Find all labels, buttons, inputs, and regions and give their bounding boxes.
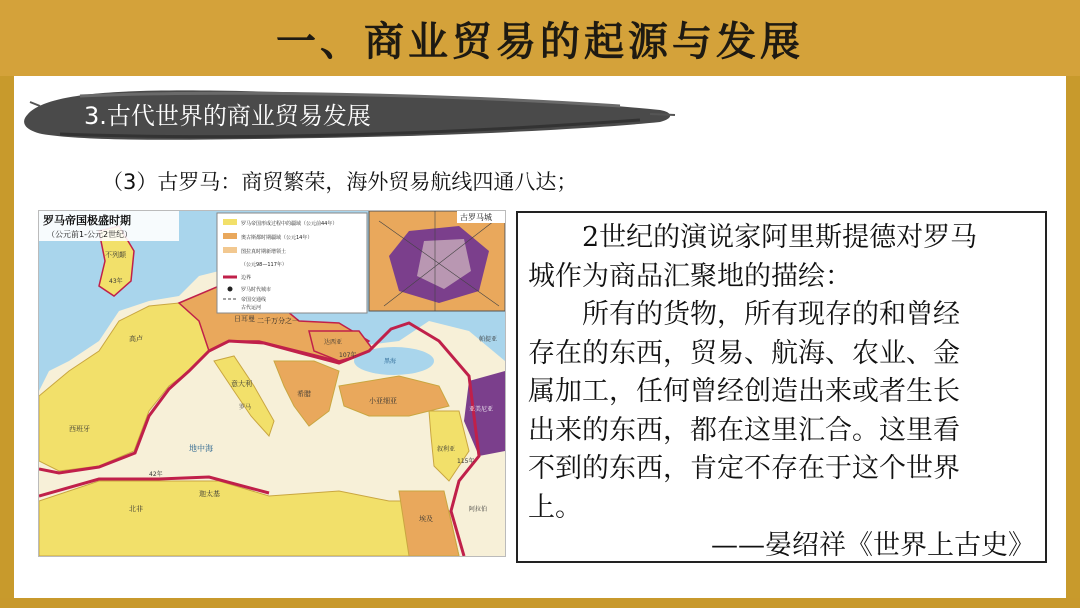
legend-item-4: （公元98—117年） [241,262,287,268]
map-label: 亚美尼亚 [469,406,494,413]
map-label: 日耳曼 [234,315,255,323]
inset-title: 古罗马城 [460,213,492,222]
map-subtitle: （公元前1-公元2世纪） [47,230,133,239]
slide-title: 一、商业贸易的起源与发展 [276,18,804,65]
map-number: 115年 [457,458,475,465]
map-label: 希腊 [297,390,311,398]
map-label: 达西亚 [324,339,343,346]
map-label: 迦太基 [199,490,220,498]
map-label: 北非 [129,505,143,513]
map-label: 西班牙 [69,425,90,433]
quote-line: 属加工，任何曾经创造出来或者生长 [528,376,960,407]
point-text: （3）古罗马：商贸繁荣，海外贸易航线四通八达； [102,170,578,194]
slide-content [14,76,1066,598]
map-title: 罗马帝国极盛时期 [43,214,131,227]
quote-line: 出来的东西，都在这里汇合。这里看 [528,414,960,446]
quote-line: 2世纪的演说家阿里斯提德对罗马 [582,222,978,253]
bottom-border [0,598,1080,608]
map-label: 阿拉伯 [469,506,488,513]
legend-item-5: 边界 [241,275,252,281]
quote-line: 上。 [528,491,582,523]
quote-line: 存在的东西，贸易、航海、农业、金 [528,337,960,369]
map-label: 埃及 [419,515,433,523]
map-label: 地中海 [189,444,213,453]
map-label: 罗马 [239,404,252,411]
section-subtitle: 3.古代世界的商业贸易发展 [84,102,371,130]
map-label: 叙利亚 [437,446,456,453]
quote-line: 不到的东西，肯定不存在于这个世界 [528,453,960,484]
map-label: 意大利 [231,380,252,388]
legend-item-3: 图拉真时期新增领土 [241,249,287,255]
quote-box [516,211,1047,563]
quote-source: ——晏绍祥《世界上古史》 [711,530,1035,561]
map-label: 不列颠 [105,251,126,259]
legend-item-2: 奥古斯都时期疆域（公元14年） [241,235,313,241]
map-label: 黑海 [384,358,397,365]
legend-item-1: 罗马帝国形成过程中的疆域（公元前44年） [241,221,338,227]
quote-line: 城作为商品汇聚地的描绘： [528,260,852,292]
map-number: 43年 [109,278,123,285]
legend-item-6: 罗马时代城市 [241,287,272,293]
map-label: 小亚细亚 [369,397,397,405]
quote-line: 所有的货物，所有现存的和曾经 [582,299,960,330]
roman-empire-map [38,210,506,557]
map-label: 高卢 [129,335,143,343]
legend-item-8: 古代运河 [241,305,262,311]
map-number: 107年 [339,352,357,359]
legend-item-7: 帝国交通线 [241,297,267,303]
title-bar [0,0,1080,76]
map-label: 帕提亚 [479,336,498,343]
map-scale: 二千万分之一 [257,317,299,325]
map-number: 42年 [149,471,163,478]
